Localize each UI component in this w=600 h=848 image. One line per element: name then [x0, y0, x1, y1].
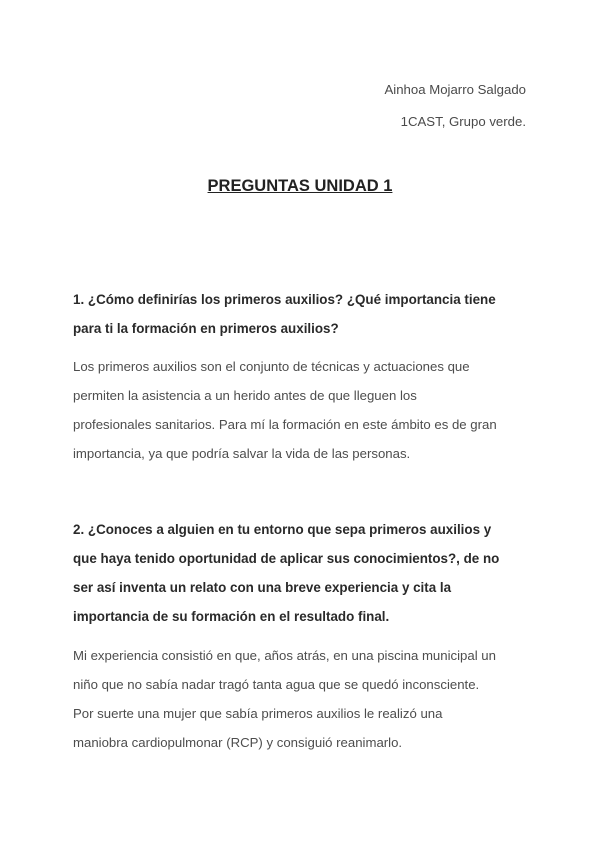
page-title: PREGUNTAS UNIDAD 1 [207, 177, 393, 195]
author-name: Ainhoa Mojarro Salgado [384, 82, 526, 97]
answer-line: Por suerte una mujer que sabía primeros auxilios le realizó una [73, 706, 443, 721]
question-line: importancia de su formación en el resultado final. [73, 609, 390, 624]
answer-line: permiten la asistencia a un herido antes de que lleguen los [73, 388, 417, 403]
question-2 [73, 515, 528, 631]
answer-line: niño que no sabía nadar tragó tanta agua que se quedó inconsciente. [73, 677, 480, 692]
question-line: que haya tenido oportunidad de aplicar sus conocimientos?, de no [73, 551, 500, 566]
answer-line: Los primeros auxilios son el conjunto de técnicas y actuaciones que [73, 359, 470, 374]
question-line: ser así inventa un relato con una breve experiencia y cita la [73, 580, 452, 595]
answer-line: profesionales sanitarios. Para mí la formación en este ámbito es de gran [73, 417, 497, 432]
answer-1 [73, 352, 528, 468]
answer-line: importancia, ya que podría salvar la vida de las personas. [73, 446, 411, 461]
author-group: 1CAST, Grupo verde. [400, 114, 526, 129]
question-line: 2. ¿Conoces a alguien en tu entorno que sepa primeros auxilios y [73, 522, 492, 537]
question-line: 1. ¿Cómo definirías los primeros auxilios? ¿Qué importancia tiene [73, 292, 496, 307]
answer-line: Mi experiencia consistió en que, años atrás, en una piscina municipal un [73, 648, 496, 663]
answer-line: maniobra cardiopulmonar (RCP) y consiguió reanimarlo. [73, 735, 403, 750]
question-line: para ti la formación en primeros auxilios? [73, 321, 339, 336]
answer-2 [73, 641, 528, 757]
question-1 [73, 285, 528, 343]
